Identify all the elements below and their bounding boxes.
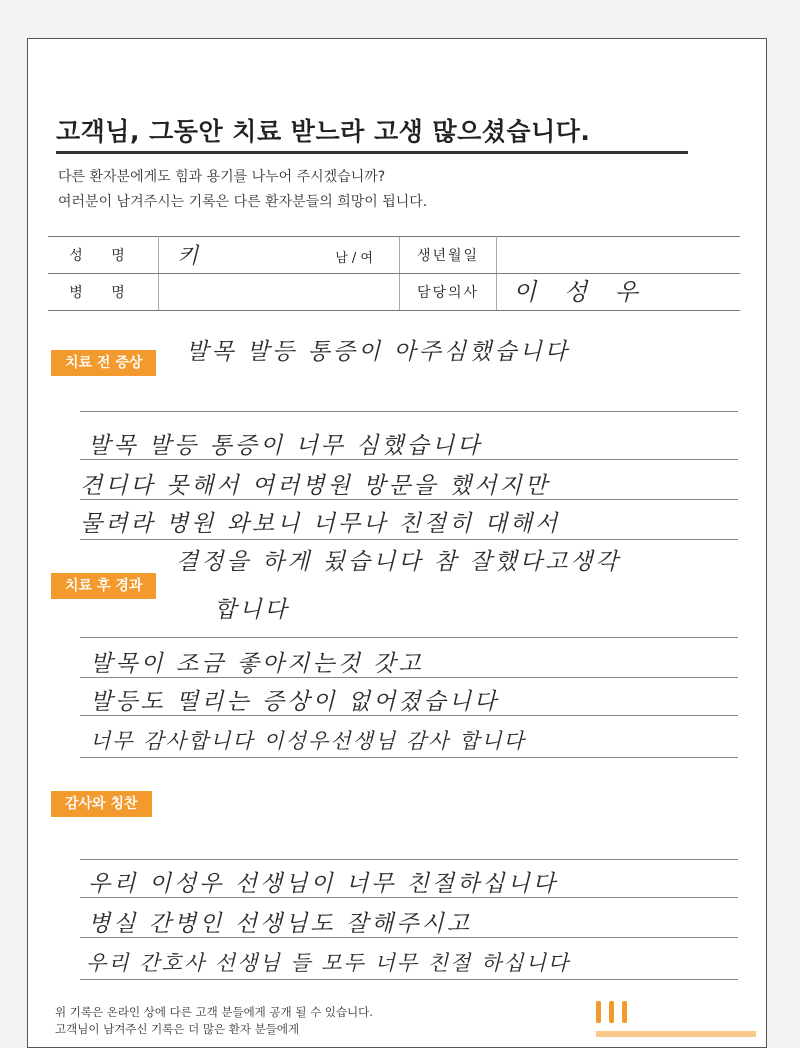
exclamation-marks-icon — [596, 1001, 635, 1027]
name-cell — [159, 237, 400, 274]
after-result-badge: 치료 후 경과 — [51, 573, 156, 599]
thanks-praise-badge: 감사와 칭찬 — [51, 791, 152, 817]
after-line-3: 너무 감사합니다 이성우선생님 감사 합니다 — [90, 729, 526, 753]
footer-note-2: 고객님이 남겨주신 기록은 더 많은 환자 분들에게 — [55, 1022, 300, 1036]
writing-line — [80, 677, 738, 678]
title-underline — [56, 151, 688, 154]
before-line-2: 발목 발등 통증이 너무 심했습니다 — [88, 433, 483, 459]
writing-line — [80, 637, 738, 638]
name-label: 성 명 — [48, 237, 159, 274]
writing-line — [80, 859, 738, 860]
writing-line — [80, 897, 738, 898]
writing-line — [80, 715, 738, 716]
after-line-1: 발목이 조금 좋아지는것 갓고 — [90, 651, 424, 677]
footer-note-1: 위 기록은 온라인 상에 다른 고객 분들에게 공개 될 수 있습니다. — [55, 1005, 373, 1019]
name-value: 키 — [177, 244, 199, 269]
before-line-1: 발목 발등 통증이 아주심했습니다 — [186, 339, 570, 365]
writing-line — [80, 937, 738, 938]
birth-value — [497, 237, 741, 274]
writing-line — [80, 459, 738, 460]
form-title: 고객님, 그동안 치료 받느라 고생 많으셨습니다. — [56, 117, 591, 146]
before-line-4: 물려라 병원 와보니 너무나 친절히 대해서 — [80, 511, 561, 537]
disease-value — [159, 274, 400, 311]
doctor-cell — [497, 274, 741, 311]
before-line-3: 견디다 못해서 여러병원 방문을 했서지만 — [80, 473, 550, 499]
writing-line — [80, 411, 738, 412]
subtitle-1: 다른 환자분에게도 힘과 용기를 나누어 주시겠습니까? — [58, 169, 386, 185]
gender-label: 남 / 여 — [335, 251, 373, 266]
thanks-line-2: 병실 간병인 선생님도 잘해주시고 — [88, 911, 472, 937]
thanks-line-1: 우리 이성우 선생님이 너무 친절하십니다 — [88, 871, 558, 897]
before-line-5: 결정을 하게 됬습니다 참 잘했다고생각 — [176, 549, 621, 575]
writing-line — [80, 499, 738, 500]
doctor-value: 이 성 우 — [513, 278, 648, 306]
before-line-6: 합니다 — [214, 597, 290, 623]
doctor-label: 담당의사 — [400, 274, 497, 311]
after-line-2: 발등도 떨리는 증상이 없어졌습니다 — [90, 689, 500, 715]
review-form-sheet — [27, 38, 767, 1048]
brand-bar — [596, 1031, 756, 1037]
thanks-line-3: 우리 간호사 선생님 들 모두 너무 친절 하십니다 — [86, 951, 571, 975]
subtitle-2: 여러분이 남겨주시는 기록은 다른 환자분들의 희망이 됩니다. — [58, 194, 428, 210]
writing-line — [80, 979, 738, 980]
birth-label: 생년월일 — [400, 237, 497, 274]
writing-line — [80, 757, 738, 758]
disease-label: 병 명 — [48, 274, 159, 311]
patient-info-table — [48, 236, 740, 311]
before-symptom-badge: 치료 전 증상 — [51, 350, 156, 376]
writing-line — [80, 539, 738, 540]
